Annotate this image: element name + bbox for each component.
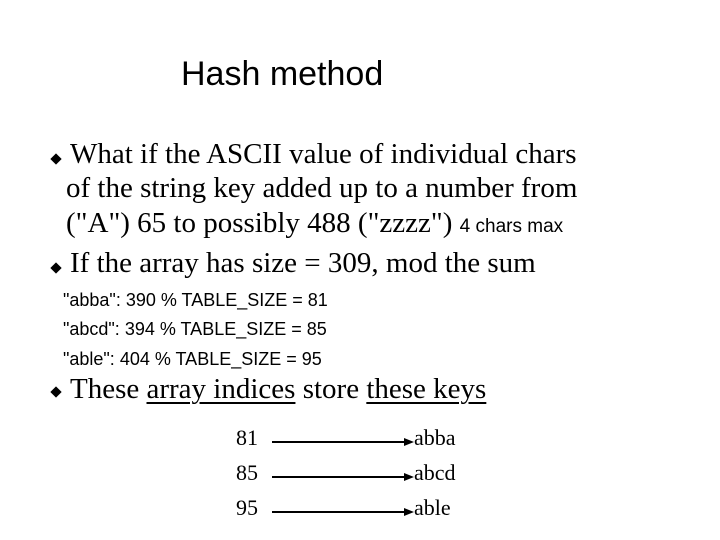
bullet-diamond-icon — [50, 386, 61, 397]
arrow-icon — [268, 502, 418, 522]
bullet-1-line-2: of the string key added up to a number from — [66, 172, 578, 204]
slide-title: Hash method — [181, 55, 384, 93]
bullet-3-these-keys: these keys — [366, 373, 487, 405]
example-line-abba: "abba": 390 % TABLE_SIZE = 81 — [63, 290, 328, 310]
arrow-icon — [268, 467, 418, 487]
bullet-1-note: 4 chars max — [459, 216, 564, 237]
bullet-3-array-indices: array indices — [146, 373, 296, 405]
bullet-1-line-3-main: ("A") 65 to possibly 488 ("zzzz") — [66, 207, 453, 239]
mapping-index-85: 85 — [236, 460, 258, 485]
mapping-key-abba: abba — [414, 425, 456, 450]
mapping-index-95: 95 — [236, 495, 258, 520]
bullet-2: If the array has size = 309, mod the sum — [70, 247, 536, 279]
mapping-index-81: 81 — [236, 425, 258, 450]
bullet-3 — [70, 372, 486, 407]
bullet-3-part-3: store — [302, 373, 360, 405]
bullet-diamond-icon — [50, 262, 61, 273]
arrow-icon — [268, 432, 418, 452]
bullet-diamond-icon — [50, 153, 61, 164]
example-line-able: "able": 404 % TABLE_SIZE = 95 — [63, 349, 322, 369]
bullet-1-line-3 — [66, 206, 563, 244]
example-line-abcd: "abcd": 394 % TABLE_SIZE = 85 — [63, 319, 327, 339]
bullet-1-line-1: What if the ASCII value of individual chars — [70, 138, 577, 170]
mapping-key-able: able — [414, 495, 451, 520]
bullet-3-part-1: These — [70, 373, 140, 405]
mapping-key-abcd: abcd — [414, 460, 456, 485]
